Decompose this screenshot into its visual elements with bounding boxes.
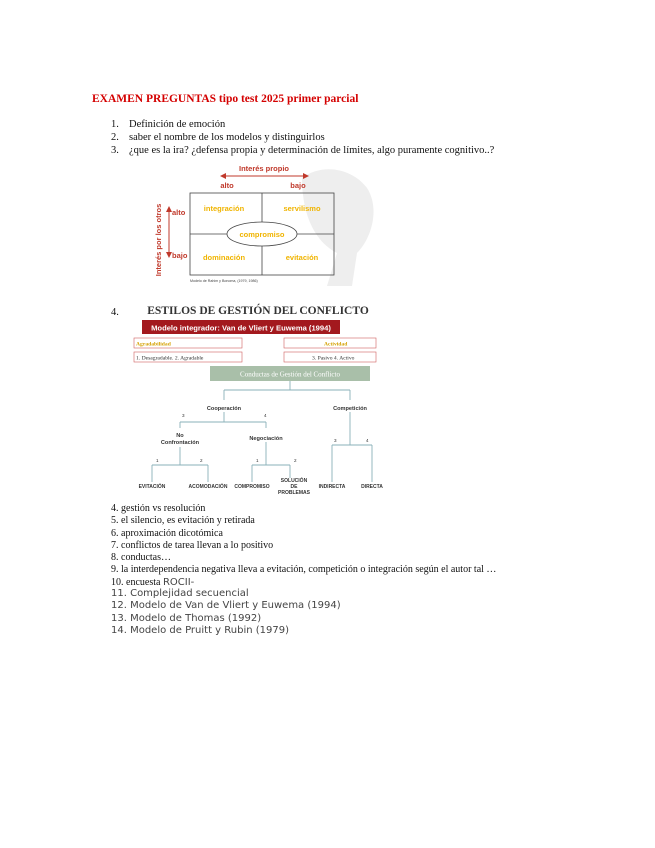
- list-item: 14. Modelo de Pruitt y Rubin (1979): [111, 624, 290, 636]
- tree-watermark: [302, 169, 374, 286]
- list-number: 3.: [111, 145, 119, 156]
- leaf-evitacion: EVITACIÓN: [138, 484, 166, 490]
- quadrant-compromiso: compromiso: [239, 230, 285, 239]
- list-item: 4. gestión vs resolución: [111, 503, 206, 514]
- num-comp-4: 4: [366, 438, 369, 443]
- list-item: 7. conflictos de tarea llevan a lo positivo: [111, 539, 274, 551]
- numbered-list: [111, 118, 494, 157]
- leaf-compromiso: COMPROMISO: [234, 484, 270, 490]
- num-noconf-1: 1: [156, 458, 159, 463]
- leaf-solucion-line1: SOLUCIÓN: [280, 478, 308, 484]
- model-banner-text: Modelo integrador: Van de Vliert y Euwema (1994): [151, 323, 331, 333]
- list-text: saber el nombre de los modelos y distinguirlos: [129, 132, 325, 143]
- document-title: EXAMEN PREGUNTAS tipo test 2025 primer parcial: [92, 93, 359, 105]
- left-alto: alto: [172, 208, 186, 217]
- list-item: [111, 144, 494, 157]
- list-item: 13. Modelo de Thomas (1992): [111, 612, 262, 624]
- top-alto: alto: [220, 181, 234, 190]
- num-comp-3: 3: [334, 438, 337, 443]
- left-axis-label: Interés por los otros: [154, 203, 163, 277]
- quadrant-integracion: integración: [203, 204, 245, 213]
- competicion-label: Competición: [333, 406, 367, 412]
- num-noconf-2: 2: [200, 458, 203, 463]
- top-axis-arrow-left: [220, 173, 226, 179]
- rahim-bonoma-figure: [152, 158, 382, 288]
- num-cooperacion-3: 3: [182, 413, 185, 418]
- no-confrontacion-line2: Confrontación: [160, 440, 200, 446]
- num-neg-2: 2: [294, 458, 297, 463]
- list-item: 5. el silencio, es evitación y retirada: [111, 515, 255, 527]
- top-bajo: bajo: [290, 181, 306, 190]
- item-10-suffix: ROCII-: [162, 576, 195, 588]
- questions-list: [111, 503, 496, 589]
- cooperacion-label: Cooperación: [206, 406, 242, 412]
- quadrant-servilismo: servilismo: [283, 204, 321, 213]
- list-item: 6. aproximación dicotómica: [111, 527, 223, 539]
- left-bajo: bajo: [172, 251, 188, 260]
- list-number: 2.: [111, 132, 119, 143]
- actividad-label: Actividad: [324, 341, 348, 348]
- list-item: 11. Complejidad secuencial: [111, 588, 249, 599]
- top-axis-label: Interés propio: [238, 164, 290, 173]
- agr-values: 1. Desagradable. 2. Agradable: [136, 355, 204, 362]
- list-text: Definición de emoción: [129, 119, 226, 130]
- list-item: 9. la interdependencia negativa lleva a evitación, competición o integración según el autor tal …: [111, 564, 497, 576]
- agradabilidad-label: Agradabilidad: [136, 341, 171, 348]
- num-cooperacion-4: 4: [264, 413, 267, 418]
- act-values: 3. Pasivo 4. Activo: [312, 355, 355, 362]
- models-list: [111, 588, 341, 637]
- van-de-vliert-figure: [132, 300, 384, 505]
- list-item: 12. Modelo de Van de Vliert y Euwema (1994): [111, 600, 341, 612]
- list-text: ¿que es la ira? ¿defensa propia y determinación de límites, algo puramente cognitivo..?: [129, 145, 495, 156]
- figure-heading: ESTILOS DE GESTIÓN DEL CONFLICTO: [147, 305, 369, 317]
- list-item: [111, 118, 494, 131]
- num-neg-1: 1: [256, 458, 259, 463]
- leaf-acomodacion: ACOMODACIÓN: [188, 484, 228, 490]
- leaf-solucion-line2: DE: [290, 484, 298, 490]
- no-confrontacion-line1: No: [176, 433, 184, 439]
- list-number: 1.: [111, 119, 119, 130]
- list-item: [111, 131, 494, 144]
- leaf-directa: DIRECTA: [361, 484, 383, 490]
- tree-lines: [152, 381, 372, 482]
- quadrant-evitacion: evitación: [285, 253, 319, 262]
- list-item: 8. conductas…: [111, 552, 171, 564]
- item-4-number: 4.: [111, 307, 119, 318]
- figure-caption: Modelo de Rahim y Bonoma, (1979, 1986): [190, 279, 258, 283]
- item-10-prefix: 10. encuesta: [111, 576, 163, 588]
- leaf-indirecta: INDIRECTA: [318, 484, 346, 490]
- conductas-label: Conductas de Gestión del Conflicto: [240, 370, 340, 379]
- leaf-solucion-line3: PROBLEMAS: [278, 490, 310, 496]
- negociacion-label: Negociación: [249, 436, 283, 442]
- quadrant-dominacion: dominación: [202, 253, 246, 262]
